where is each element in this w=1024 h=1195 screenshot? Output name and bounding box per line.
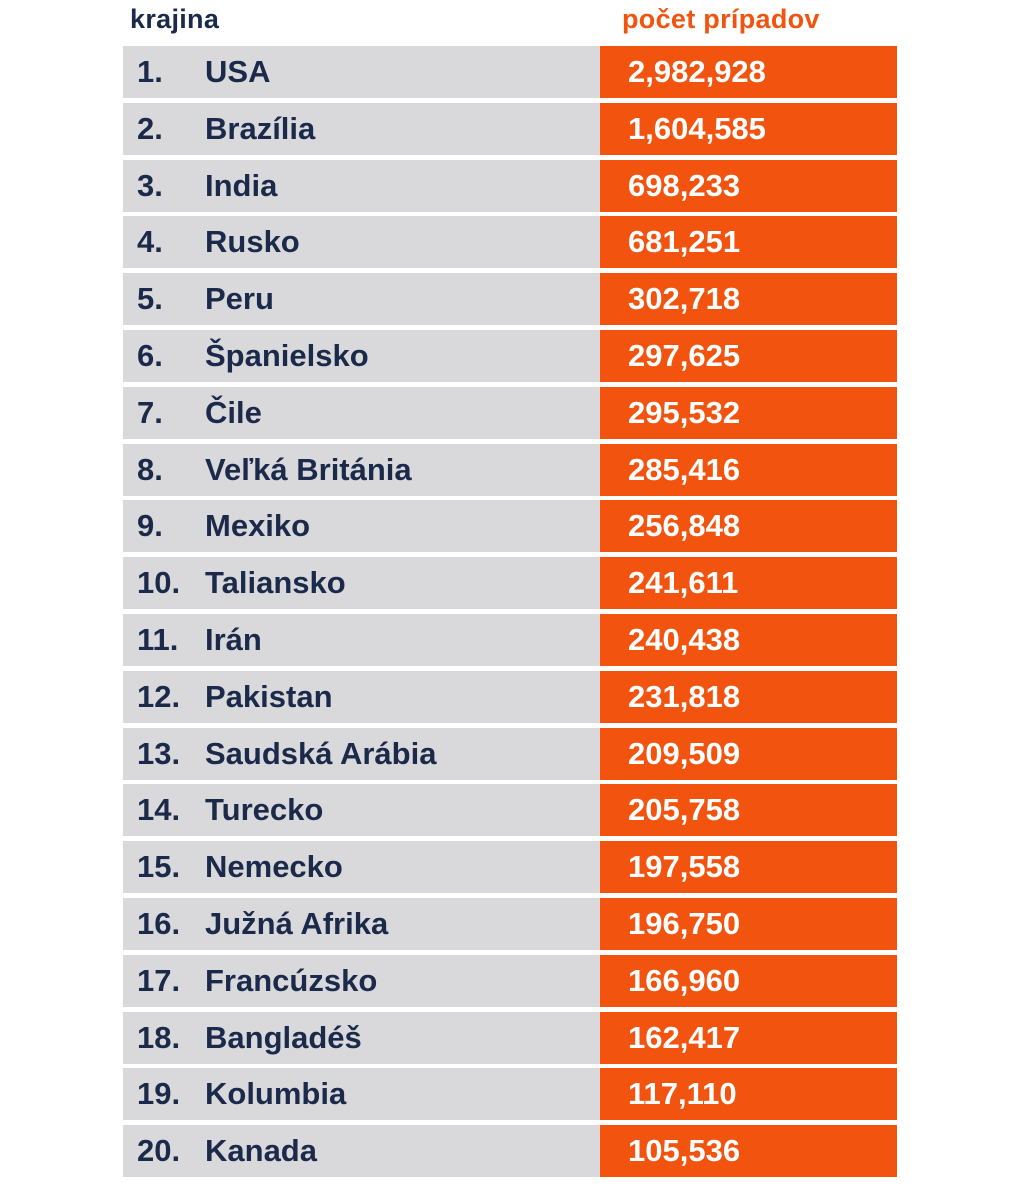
- case-count-cell: [600, 841, 897, 893]
- table-row: [123, 728, 897, 780]
- table-row: [123, 955, 897, 1007]
- country-name: Kolumbia: [205, 1076, 347, 1112]
- country-cell: [123, 216, 600, 268]
- country-cell: [123, 1012, 600, 1064]
- case-count-cell: [600, 1012, 897, 1064]
- country-name: Kanada: [205, 1133, 317, 1169]
- case-count-cell: [600, 898, 897, 950]
- country-name: Bangladéš: [205, 1019, 362, 1055]
- case-count-value: 209,509: [628, 735, 741, 771]
- country-cell: [123, 1068, 600, 1120]
- table-row: [123, 216, 897, 268]
- rank-label: 15.: [137, 849, 181, 885]
- rank-label: 4.: [137, 224, 163, 260]
- case-count-value: 297,625: [628, 337, 741, 373]
- case-count-cell: [600, 614, 897, 666]
- country-cell: [123, 330, 600, 382]
- country-name: USA: [205, 54, 271, 89]
- case-count-cell: [600, 444, 897, 496]
- table-row: [123, 557, 897, 609]
- rank-label: 17.: [137, 962, 181, 998]
- country-cell: [123, 557, 600, 609]
- table-row: [123, 784, 897, 836]
- case-count-value: 285,416: [628, 451, 741, 487]
- country-cell: [123, 728, 600, 780]
- country-cell: [123, 103, 600, 155]
- country-cell: [123, 160, 600, 212]
- country-name: Veľká Británia: [205, 451, 412, 487]
- rank-label: 6.: [137, 337, 163, 373]
- rank-label: 19.: [137, 1076, 181, 1112]
- case-count-value: 231,818: [628, 678, 741, 714]
- case-count-value: 1,604,585: [628, 110, 766, 146]
- case-count-value: 205,758: [628, 792, 741, 828]
- country-name: India: [205, 167, 278, 203]
- rank-label: 1.: [137, 54, 163, 89]
- table-row: [123, 387, 897, 439]
- country-cell: [123, 784, 600, 836]
- country-cell: [123, 898, 600, 950]
- table-row: [123, 160, 897, 212]
- case-count-value: 197,558: [628, 849, 741, 885]
- country-name: Peru: [205, 281, 274, 317]
- case-count-value: 681,251: [628, 224, 741, 260]
- case-count-value: 241,611: [628, 565, 739, 601]
- ranking-table: [123, 46, 897, 1182]
- table-row: [123, 500, 897, 552]
- case-count-value: 302,718: [628, 281, 741, 317]
- country-cell: [123, 1125, 600, 1177]
- country-cell: [123, 955, 600, 1007]
- case-count-value: 162,417: [628, 1019, 741, 1055]
- rank-label: 3.: [137, 167, 163, 203]
- case-count-value: 166,960: [628, 962, 741, 998]
- country-name: Saudská Arábia: [205, 735, 437, 771]
- case-count-cell: [600, 671, 897, 723]
- table-row: [123, 1068, 897, 1120]
- country-name: Irán: [205, 621, 262, 657]
- table-row: [123, 898, 897, 950]
- case-count-cell: [600, 46, 897, 98]
- case-count-cell: [600, 330, 897, 382]
- rank-label: 7.: [137, 394, 163, 430]
- column-header-country: krajina: [130, 4, 220, 34]
- rank-label: 5.: [137, 281, 163, 317]
- country-name: Čile: [205, 394, 262, 430]
- case-count-value: 2,982,928: [628, 54, 766, 89]
- country-name: Južná Afrika: [205, 905, 389, 941]
- country-cell: [123, 841, 600, 893]
- case-count-value: 117,110: [628, 1076, 737, 1112]
- country-cell: [123, 500, 600, 552]
- table-row: [123, 841, 897, 893]
- case-count-cell: [600, 955, 897, 1007]
- rank-label: 18.: [137, 1019, 181, 1055]
- country-name: Taliansko: [205, 565, 346, 601]
- case-count-cell: [600, 557, 897, 609]
- case-count-cell: [600, 216, 897, 268]
- rank-label: 12.: [137, 678, 181, 714]
- rank-label: 13.: [137, 735, 181, 771]
- case-count-cell: [600, 1068, 897, 1120]
- country-name: Pakistan: [205, 678, 333, 714]
- rank-label: 11.: [137, 621, 179, 657]
- table-row: [123, 273, 897, 325]
- country-name: Nemecko: [205, 849, 343, 885]
- country-cell: [123, 444, 600, 496]
- rank-label: 14.: [137, 792, 181, 828]
- country-name: Španielsko: [205, 337, 369, 373]
- country-cell: [123, 273, 600, 325]
- table-row: [123, 1125, 897, 1177]
- rank-label: 2.: [137, 110, 163, 146]
- table-row: [123, 330, 897, 382]
- case-count-value: 256,848: [628, 508, 741, 544]
- case-count-value: 295,532: [628, 394, 741, 430]
- case-count-cell: [600, 160, 897, 212]
- table-row: [123, 103, 897, 155]
- rank-label: 8.: [137, 451, 163, 487]
- case-count-value: 698,233: [628, 167, 741, 203]
- table-row: [123, 1012, 897, 1064]
- country-cell: [123, 387, 600, 439]
- country-cell: [123, 671, 600, 723]
- country-cell: [123, 614, 600, 666]
- case-count-cell: [600, 784, 897, 836]
- rank-label: 16.: [137, 905, 181, 941]
- case-count-cell: [600, 728, 897, 780]
- case-count-cell: [600, 500, 897, 552]
- case-count-value: 196,750: [628, 905, 741, 941]
- table-row: [123, 444, 897, 496]
- country-cell: [123, 46, 600, 98]
- country-name: Turecko: [205, 792, 324, 828]
- country-name: Rusko: [205, 224, 300, 260]
- case-count-cell: [600, 387, 897, 439]
- case-count-cell: [600, 273, 897, 325]
- case-count-cell: [600, 1125, 897, 1177]
- table-row: [123, 671, 897, 723]
- table-row: [123, 614, 897, 666]
- case-count-value: 240,438: [628, 621, 741, 657]
- case-count-value: 105,536: [628, 1133, 741, 1169]
- country-name: Mexiko: [205, 508, 311, 544]
- case-count-cell: [600, 103, 897, 155]
- rank-label: 10.: [137, 565, 181, 601]
- table-row: [123, 46, 897, 98]
- country-name: Brazília: [205, 110, 316, 146]
- rank-label: 20.: [137, 1133, 181, 1169]
- rank-label: 9.: [137, 508, 163, 544]
- column-header-case-count: počet prípadov: [622, 4, 820, 34]
- country-name: Francúzsko: [205, 962, 378, 998]
